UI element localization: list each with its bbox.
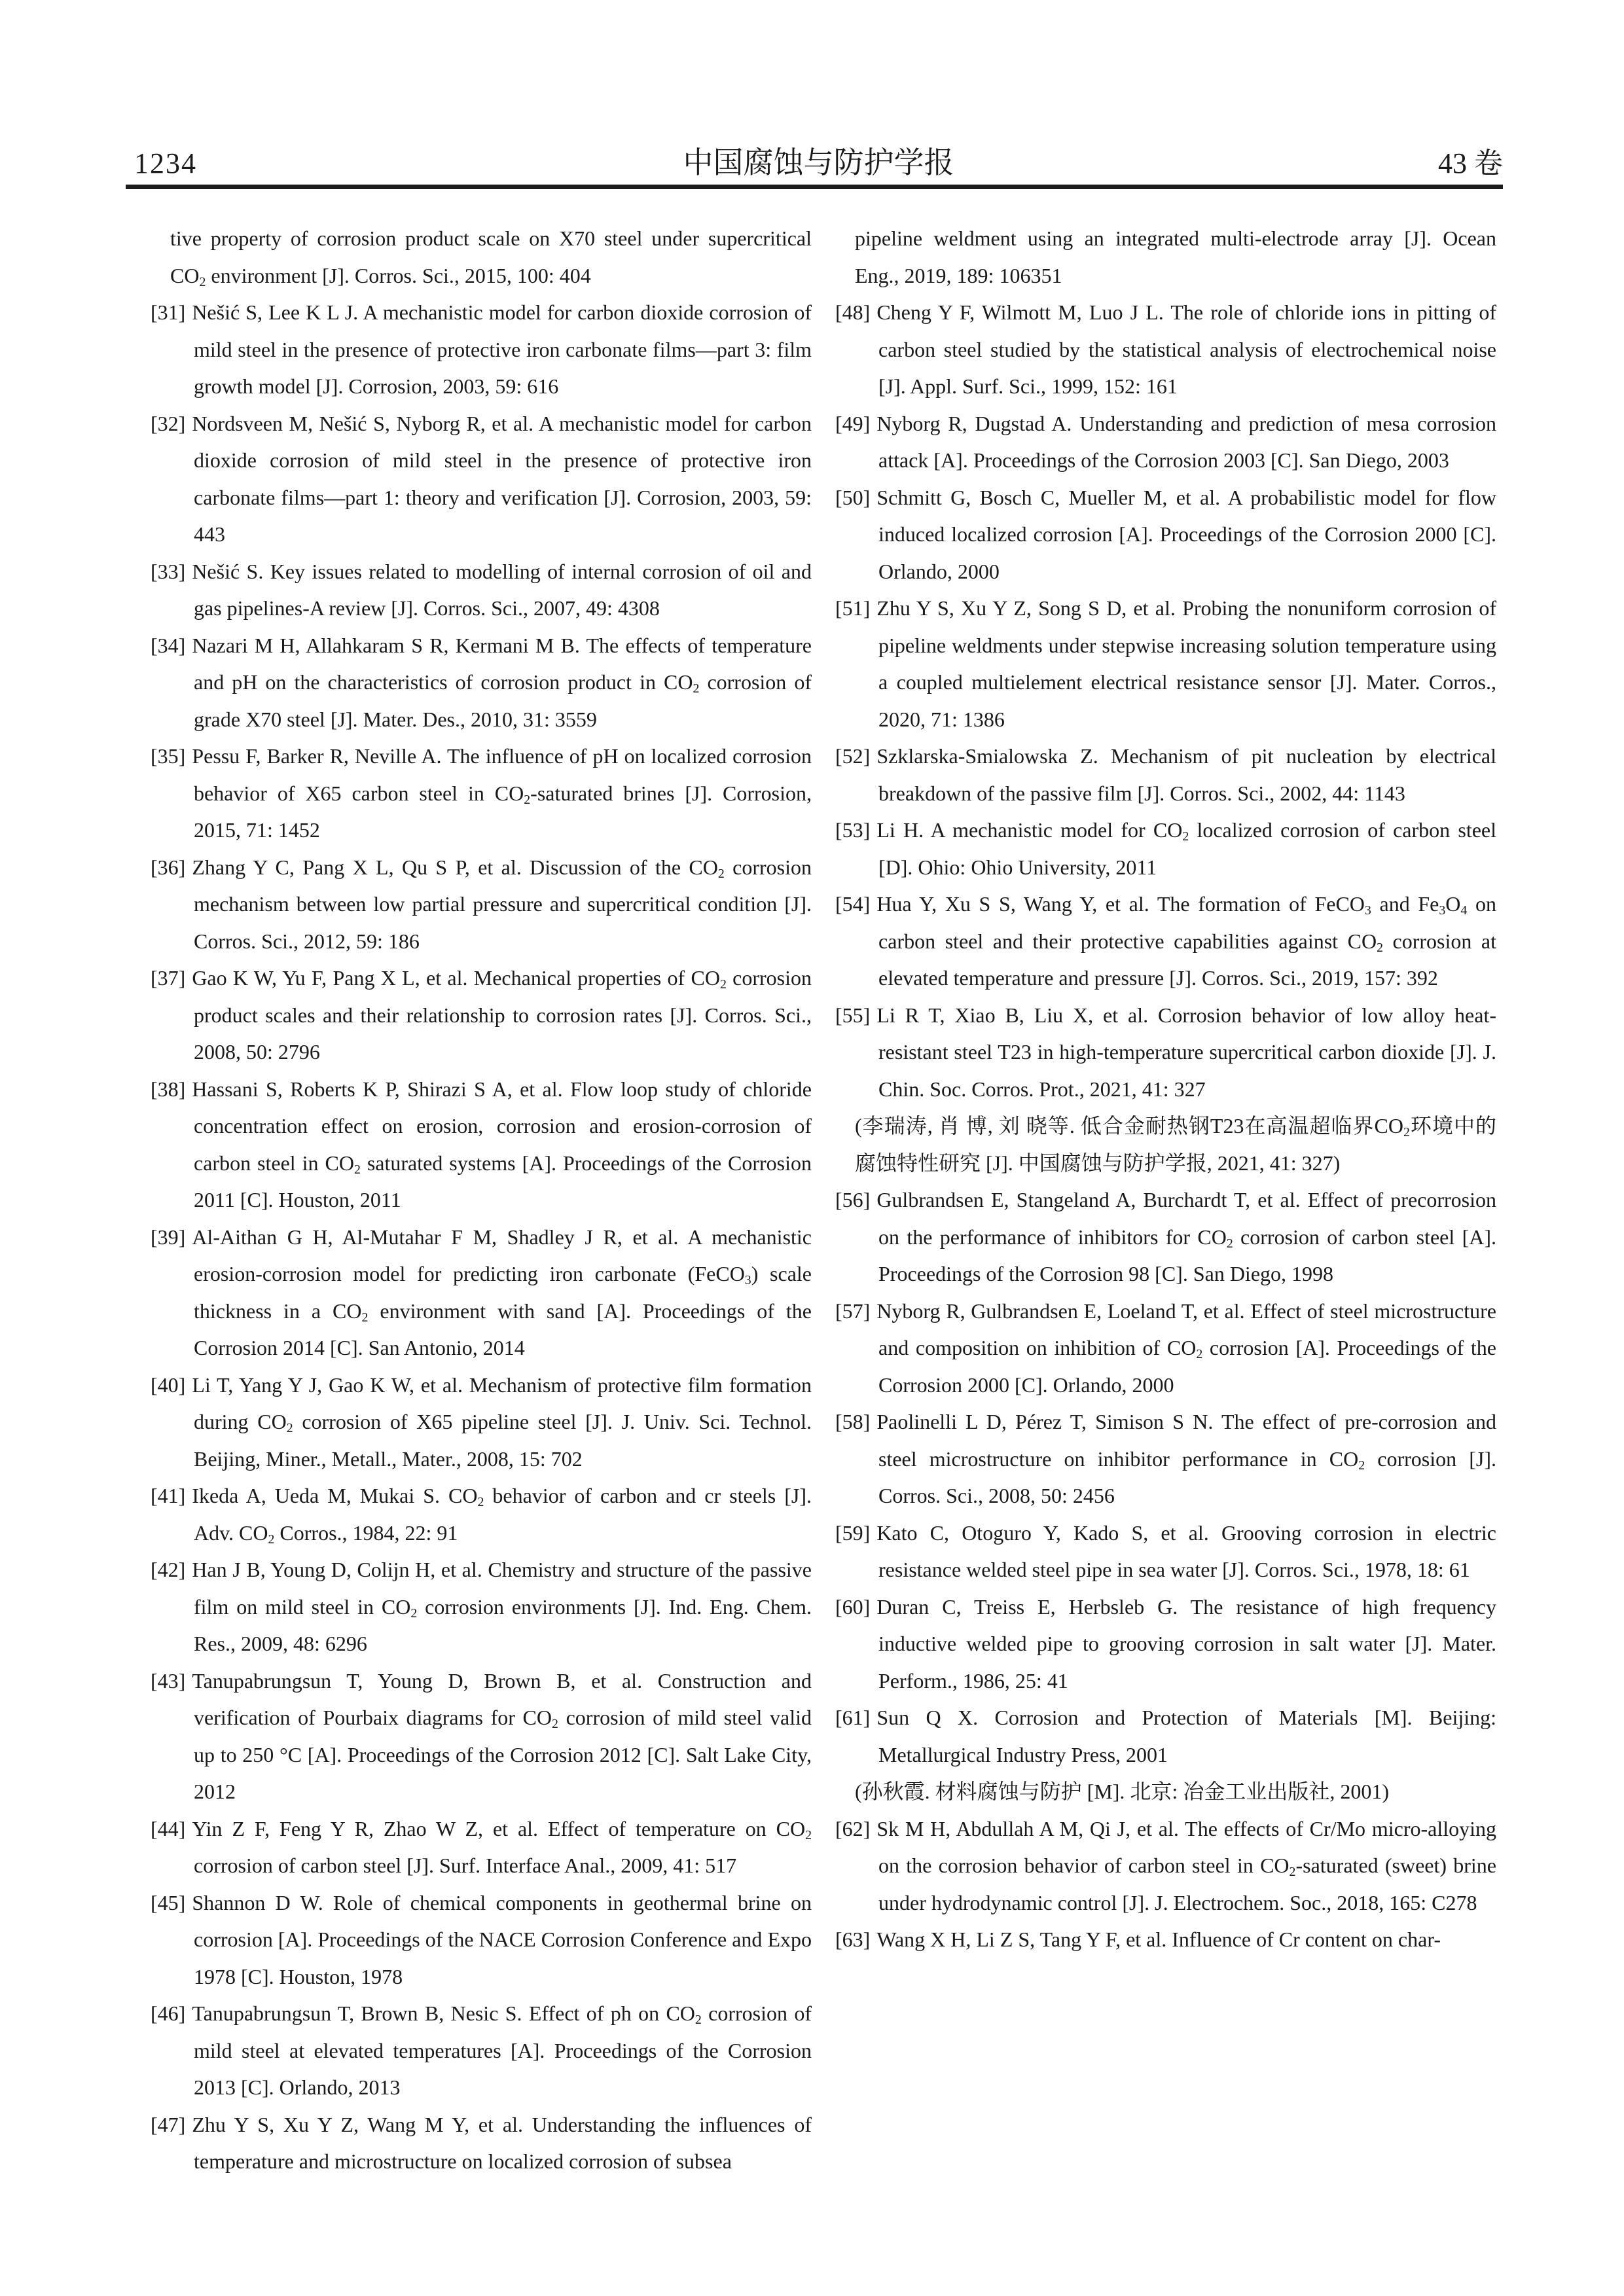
reference-item	[835, 997, 1496, 1182]
reference-label: [39]	[151, 1225, 186, 1249]
reference-item	[835, 1588, 1496, 1700]
reference-label: [31]	[151, 300, 186, 324]
reference-label: [42]	[151, 1558, 186, 1581]
reference-label: [48]	[835, 300, 871, 324]
reference-item	[835, 1699, 1496, 1810]
reference-item	[835, 1810, 1496, 1922]
reference-text: Szklarska-Smialowska Z. Mechanism of pit nucleation by electrical breakdown of the passive film [J]. Corros. Sci., 2002, 44: 1143	[876, 744, 1496, 805]
reference-label: [57]	[835, 1299, 871, 1323]
volume-label: 43 卷	[1438, 147, 1503, 179]
reference-cn-text: (李瑞涛, 肖 博, 刘 晓等. 低合金耐热钢T23在高温超临界$CO_2$环境中的腐蚀特性研究 [J]. 中国腐蚀与防护学报, 2021, 41: 327)	[855, 1114, 1496, 1175]
reference-label: [50]	[835, 485, 871, 509]
reference-item	[835, 1403, 1496, 1515]
reference-item	[151, 627, 812, 738]
reference-item	[835, 1921, 1496, 1958]
reference-item	[835, 812, 1496, 886]
reference-text: Sun Q X. Corrosion and Protection of Materials [M]. Beijing: Metallurgical Industry Press, 2001	[876, 1706, 1496, 1767]
reference-text: Schmitt G, Bosch C, Mueller M, et al. A probabilistic model for flow induced localized corrosion [A]. Proceedings of the Corrosion 2000 [C]. Orlando, 2000	[876, 485, 1496, 583]
reference-item	[835, 220, 1496, 294]
reference-text: tive property of corrosion product scale on X70 steel under supercritical $CO_2$ environment [J]. Corros. Sci., 2015, 100: 404	[170, 226, 812, 289]
reference-label: [44]	[151, 1816, 186, 1840]
reference-text: pipeline weldment using an integrated multi-electrode array [J]. Ocean Eng., 2019, 189: 106351	[855, 226, 1496, 287]
reference-text: Duran C, Treiss E, Herbsleb G. The resistance of high frequency inductive welded pipe to grooving corrosion in salt water [J]. Mater. Perform., 1986, 25: 41	[876, 1594, 1496, 1693]
reference-item	[151, 1884, 812, 1996]
reference-label: [46]	[151, 2001, 186, 2025]
reference-text: Han J B, Young D, Colijn H, et al. Chemistry and structure of the passive film on mild steel in $CO_2$ corrosion environments [J]. Ind. Eng. Chem. Res., 2009, 48: 6296	[192, 1558, 812, 1655]
reference-item	[835, 405, 1496, 479]
reference-label: [54]	[835, 892, 871, 916]
reference-label: [41]	[151, 1484, 186, 1507]
reference-item	[151, 294, 812, 405]
reference-label: [56]	[835, 1188, 871, 1211]
reference-text: Hassani S, Roberts K P, Shirazi S A, et al. Flow loop study of chloride concentration effect on erosion, corrosion and erosion-corrosion of carbon steel in $CO_2$ saturated systems [A]. Proceedings of the Corrosion 2011 [C]. Houston, 2011	[192, 1077, 812, 1211]
reference-text: Nešić S, Lee K L J. A mechanistic model for carbon dioxide corrosion of mild steel in the presence of protective iron carbonate films—part 3: film growth model [J]. Corrosion, 2003, 59: 616	[192, 300, 812, 398]
reference-item	[835, 886, 1496, 997]
reference-item	[151, 1477, 812, 1551]
reference-text: Sk M H, Abdullah A M, Qi J, et al. The effects of Cr/Mo micro-alloying on the corrosion behavior of carbon steel in $CO_2$-saturated (sweet) brine under hydrodynamic control [J]. J. Electrochem. Soc., 2018, 165: C278	[876, 1816, 1497, 1914]
reference-label: [49]	[835, 411, 871, 435]
reference-text: Wang X H, Li Z S, Tang Y F, et al. Influence of Cr content on char-	[876, 1928, 1441, 1951]
reference-text: Ikeda A, Ueda M, Mukai S. $CO_2$ behavior of carbon and cr steels [J]. Adv. $CO_2$ Corros., 1984, 22: 91	[192, 1484, 812, 1547]
reference-text: Li R T, Xiao B, Liu X, et al. Corrosion behavior of low alloy heat-resistant steel T23 in high-temperature supercritical carbon dioxide [J]. J. Chin. Soc. Corros. Prot., 2021, 41: 327	[876, 1003, 1496, 1101]
reference-text: Li T, Yang Y J, Gao K W, et al. Mechanism of protective film formation during $CO_2$ corrosion of X65 pipeline steel [J]. J. Univ. Sci. Technol. Beijing, Miner., Metall., Mater., 2008, 15: 702	[192, 1372, 812, 1471]
reference-item	[151, 405, 812, 553]
reference-item	[151, 1219, 812, 1367]
reference-label: [52]	[835, 744, 871, 768]
reference-text: Yin Z F, Feng Y R, Zhao W Z, et al. Effect of temperature on $CO_2$ corrosion of carbon steel [J]. Surf. Interface Anal., 2009, 41: 517	[192, 1816, 812, 1877]
reference-text: Nyborg R, Gulbrandsen E, Loeland T, et al. Effect of steel microstructure and composition on inhibition of $CO_2$ corrosion [A]. Proceedings of the Corrosion 2000 [C]. Orlando, 2000	[876, 1299, 1497, 1397]
page-header	[134, 139, 1503, 182]
references-right-column	[835, 220, 1496, 2180]
reference-label: [32]	[151, 411, 186, 435]
reference-label: [36]	[151, 855, 186, 879]
reference-label: [34]	[151, 633, 186, 657]
references-left-column	[151, 220, 812, 2180]
reference-label: [63]	[835, 1928, 871, 1951]
reference-text: Li H. A mechanistic model for $CO_2$ localized corrosion of carbon steel [D]. Ohio: Ohio University, 2011	[876, 818, 1497, 879]
reference-text: Nešić S. Key issues related to modelling of internal corrosion of oil and gas pipelines-A review [J]. Corros. Sci., 2007, 49: 4308	[192, 559, 812, 620]
reference-text: Nazari M H, Allahkaram S R, Kermani M B. The effects of temperature and pH on the characteristics of corrosion product in $CO_2$ corrosion of grade X70 steel [J]. Mater. Des., 2010, 31: 3559	[192, 633, 812, 731]
reference-text: Shannon D W. Role of chemical components in geothermal brine on corrosion [A]. Proceedings of the NACE Corrosion Conference and Expo 1978 [C]. Houston, 1978	[192, 1890, 812, 1988]
reference-item	[151, 1662, 812, 1810]
reference-text: Hua Y, Xu S S, Wang Y, et al. The formation of FeCO$_3$ and $Fe_3O_4$ on carbon steel and their protective capabilities against $CO_2$ corrosion at elevated temperature and pressure [J]. Corros. Sci., 2019, 157: 392	[876, 892, 1497, 990]
reference-label: [47]	[151, 2112, 186, 2136]
reference-item	[151, 1995, 812, 2106]
reference-text: Kato C, Otoguro Y, Kado S, et al. Grooving corrosion in electric resistance welded steel pipe in sea water [J]. Corros. Sci., 1978, 18: 61	[876, 1520, 1496, 1581]
reference-label: [59]	[835, 1520, 871, 1545]
reference-text: Zhu Y S, Xu Y Z, Song S D, et al. Probing the nonuniform corrosion of pipeline weldments under stepwise increasing solution temperature using a coupled multielement electrical resistance sensor [J]. Mater. Corros., 2020, 71: 1386	[876, 596, 1496, 731]
reference-label: [62]	[835, 1816, 871, 1840]
reference-item	[835, 1181, 1496, 1293]
reference-text: Gao K W, Yu F, Pang X L, et al. Mechanical properties of $CO_2$ corrosion product scales and their relationship to corrosion rates [J]. Corros. Sci., 2008, 50: 2796	[192, 966, 812, 1064]
reference-label: [33]	[151, 559, 186, 583]
reference-label: [53]	[835, 818, 871, 842]
reference-item	[151, 2106, 812, 2180]
reference-cn-text: (孙秋霞. 材料腐蚀与防护 [M]. 北京: 冶金工业出版社, 2001)	[855, 1780, 1389, 1803]
header-rule	[126, 185, 1503, 189]
reference-item	[835, 590, 1496, 738]
reference-item	[151, 1367, 812, 1478]
reference-label: [35]	[151, 744, 186, 768]
reference-text: Nordsveen M, Nešić S, Nyborg R, et al. A mechanistic model for carbon dioxide corrosion of mild steel in the presence of protective iron carbonate films—part 1: theory and verification [J]. Corrosion, 2003, 59: 443	[192, 411, 812, 546]
reference-label: [43]	[151, 1668, 186, 1693]
reference-item	[151, 220, 812, 294]
reference-text: Zhu Y S, Xu Y Z, Wang M Y, et al. Understanding the influences of temperature and microstructure on localized corrosion of subsea	[192, 2112, 812, 2173]
reference-text: Pessu F, Barker R, Neville A. The influence of pH on localized corrosion behavior of X65 carbon steel in $CO_2$-saturated brines [J]. Corrosion, 2015, 71: 1452	[192, 744, 812, 842]
reference-label: [55]	[835, 1003, 871, 1027]
reference-label: [60]	[835, 1594, 871, 1619]
reference-item	[835, 294, 1496, 405]
reference-item	[151, 1810, 812, 1884]
reference-item	[151, 1071, 812, 1219]
reference-item	[151, 553, 812, 627]
reference-text: Tanupabrungsun T, Young D, Brown B, et al. Construction and verification of Pourbaix diagrams for $CO_2$ corrosion of mild steel valid up to 250 °C [A]. Proceedings of the Corrosion 2012 [C]. Salt Lake City, 2012	[192, 1668, 812, 1803]
reference-item	[151, 960, 812, 1071]
journal-title: 中国腐蚀与防护学报	[683, 146, 954, 179]
reference-label: [37]	[151, 966, 186, 990]
reference-label: [61]	[835, 1706, 871, 1729]
reference-text: Zhang Y C, Pang X L, Qu S P, et al. Discussion of the $CO_2$ corrosion mechanism between low partial pressure and supercritical condition [J]. Corros. Sci., 2012, 59: 186	[192, 855, 812, 953]
references-section	[151, 220, 1496, 2180]
reference-label: [51]	[835, 596, 871, 620]
reference-text: Nyborg R, Dugstad A. Understanding and prediction of mesa corrosion attack [A]. Proceedings of the Corrosion 2003 [C]. San Diego, 2003	[876, 411, 1496, 472]
page-number: 1234	[134, 147, 197, 179]
reference-label: [40]	[151, 1372, 186, 1397]
reference-item	[151, 1551, 812, 1662]
reference-item	[835, 479, 1496, 590]
reference-item	[151, 738, 812, 849]
reference-item	[835, 1515, 1496, 1588]
reference-text: Al-Aithan G H, Al-Mutahar F M, Shadley J R, et al. A mechanistic erosion-corrosion model for predicting iron carbonate (FeCO$_3$) scale thickness in a $CO_2$ environment with sand [A]. Proceedings of the Corrosion 2014 [C]. San Antonio, 2014	[192, 1225, 812, 1359]
reference-label: [58]	[835, 1410, 871, 1433]
reference-text: Tanupabrungsun T, Brown B, Nesic S. Effect of ph on $CO_2$ corrosion of mild steel at elevated temperatures [A]. Proceedings of the Corrosion 2013 [C]. Orlando, 2013	[192, 2001, 812, 2099]
reference-item	[835, 738, 1496, 812]
reference-text: Paolinelli L D, Pérez T, Simison S N. The effect of pre-corrosion and steel microstructure on inhibitor performance in $CO_2$ corrosion [J]. Corros. Sci., 2008, 50: 2456	[876, 1410, 1497, 1507]
reference-text: Cheng Y F, Wilmott M, Luo J L. The role of chloride ions in pitting of carbon steel studied by the statistical analysis of electrochemical noise [J]. Appl. Surf. Sci., 1999, 152: 161	[876, 300, 1496, 398]
reference-item	[835, 1293, 1496, 1404]
reference-text: Gulbrandsen E, Stangeland A, Burchardt T, et al. Effect of precorrosion on the performance of inhibitors for $CO_2$ corrosion of carbon steel [A]. Proceedings of the Corrosion 98 [C]. San Diego, 1998	[876, 1188, 1497, 1285]
reference-item	[151, 849, 812, 960]
reference-label: [38]	[151, 1077, 186, 1101]
reference-label: [45]	[151, 1890, 186, 1914]
